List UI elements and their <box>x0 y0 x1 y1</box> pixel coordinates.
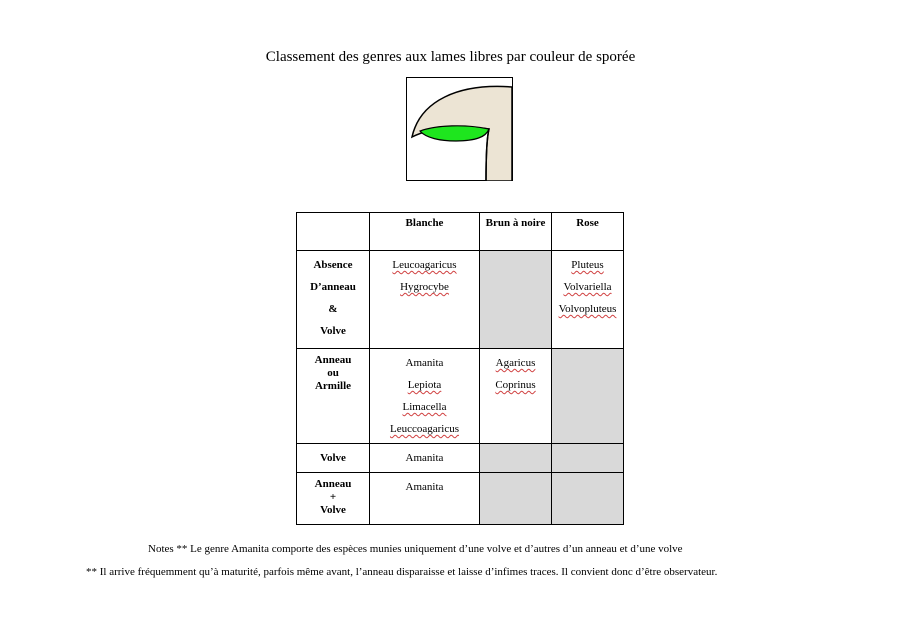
genus-name: Leuccoagaricus <box>389 423 459 435</box>
cell-blanche <box>370 349 480 444</box>
genus-name: Leucoagaricus <box>392 259 457 271</box>
cell-rose-empty <box>552 473 624 525</box>
row-label-line: D’anneau <box>310 281 356 293</box>
table-row <box>297 473 624 525</box>
cell-brun-empty <box>480 473 552 525</box>
header-empty-cell <box>297 213 370 251</box>
cell-brun-empty <box>480 444 552 473</box>
genus-name: Volvariella <box>563 281 612 293</box>
genus-name: Volvopluteus <box>558 303 617 315</box>
mushroom-free-gills-diagram-icon <box>406 77 513 181</box>
row-label-line: Volve <box>320 504 346 516</box>
row-label-line: Anneau <box>314 478 352 490</box>
note-anneau: ** Il arrive fréquemment qu’à maturité, parfois même avant, l’anneau disparaisse et laisse d’infimes traces. Il convient donc d’être observateur. <box>86 566 718 578</box>
cell-rose-empty <box>552 444 624 473</box>
cell-brun <box>480 349 552 444</box>
row-label-line: Volve <box>320 325 346 337</box>
cell-rose <box>552 251 624 349</box>
row-label-line: Volve <box>320 452 346 464</box>
cell-rose-empty <box>552 349 624 444</box>
row-label-line: & <box>328 303 338 315</box>
genus-name: Amanita <box>405 452 444 464</box>
row-label-anneau-ou-armille <box>297 349 370 444</box>
table-row <box>297 251 624 349</box>
genus-name: Amanita <box>405 357 444 369</box>
header-brun-a-noire: Brun à noire <box>480 213 552 251</box>
note-amanita: Notes ** Le genre Amanita comporte des espèces munies uniquement d’une volve et d’autres d’un anneau et d’une volve <box>148 543 683 555</box>
row-label-absence <box>297 251 370 349</box>
cell-blanche <box>370 251 480 349</box>
genus-name: Amanita <box>405 481 444 493</box>
row-label-line: + <box>329 491 337 503</box>
row-label-line: Armille <box>314 380 352 392</box>
header-rose: Rose <box>552 213 624 251</box>
genus-name: Limacella <box>402 401 447 413</box>
cell-blanche <box>370 473 480 525</box>
row-label-line: Absence <box>313 259 353 271</box>
cell-blanche <box>370 444 480 473</box>
spore-color-table <box>296 212 624 525</box>
cell-brun-empty <box>480 251 552 349</box>
row-label-line: ou <box>327 367 339 379</box>
header-blanche: Blanche <box>370 213 480 251</box>
table-row <box>297 349 624 444</box>
genus-name: Lepiota <box>407 379 442 391</box>
genus-name: Coprinus <box>495 379 536 391</box>
genus-name: Agaricus <box>495 357 536 369</box>
genus-name: Pluteus <box>571 259 604 271</box>
table-row <box>297 444 624 473</box>
table-header-row <box>297 213 624 251</box>
row-label-anneau-plus-volve <box>297 473 370 525</box>
row-label-volve <box>297 444 370 473</box>
page-title: Classement des genres aux lames libres par couleur de sporée <box>265 49 636 65</box>
row-label-line: Anneau <box>314 354 352 366</box>
genus-name: Hygrocybe <box>400 281 449 293</box>
